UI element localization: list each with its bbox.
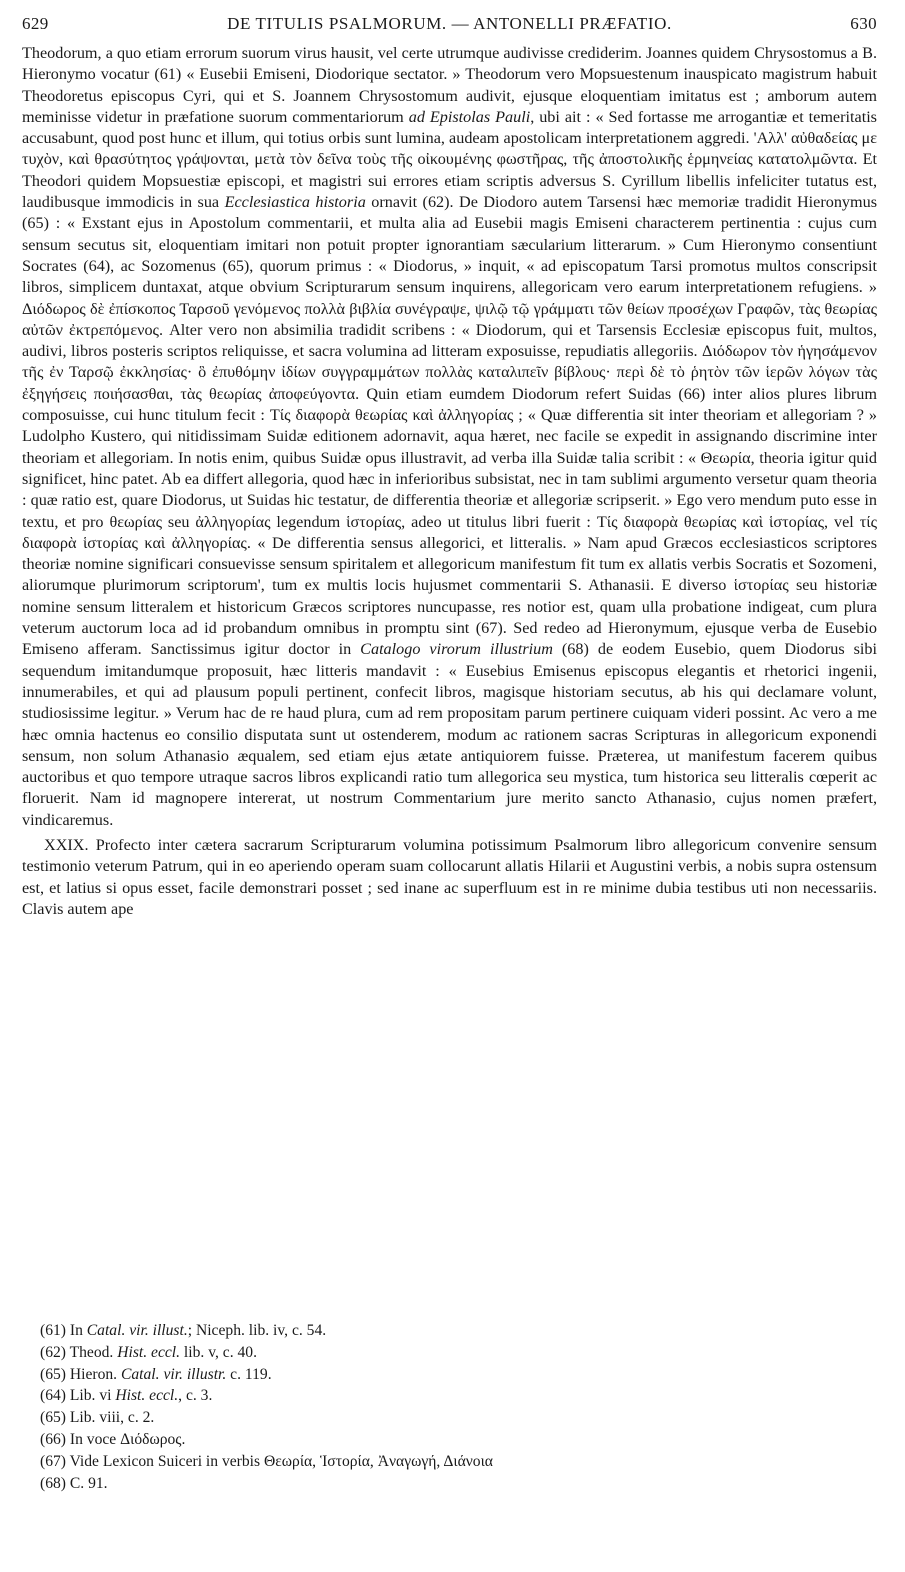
page-number-right: 630 — [850, 14, 877, 33]
footnote — [40, 1451, 493, 1473]
paragraph-1 — [22, 43, 877, 831]
italic-title: Ecclesiastica historia — [224, 193, 366, 212]
footnote-text: (65) Hieron. — [40, 1365, 121, 1383]
text-run: Theodorum, a quo etiam errorum suorum virus hausit, vel certe utrumque audivisse crediderim. Joannes quidem Chrysostomus a B. Hieronymo vocatur (61) « Eusebii Emiseni, Diodorique sectator. » Theodorum vero Mopsuestenum inauspicato magistrum habuit Theodoretus episcopus Cyri, qui et S. Joannem Chrysostomum audivit, ejusque eloquentiam imitatus est ; amborum autem meminisse videtur in præfatione suorum commentariorum — [22, 44, 877, 126]
footnote — [40, 1320, 493, 1342]
footnote-italic: Hist. eccl. — [115, 1387, 179, 1405]
footnote — [40, 1385, 493, 1407]
footnote-text: , c. 3. — [178, 1387, 213, 1405]
footnote-italic: Hist. eccl. — [117, 1343, 181, 1361]
footnote — [40, 1342, 493, 1364]
footnote-text: (61) In — [40, 1322, 87, 1339]
running-head — [22, 14, 877, 40]
text-run: , ubi ait : « Sed fortasse me arrogantiæ et temeritatis accusabunt, quod post hunc et illum, qui totius orbis sunt lumina, audeam apostolicam interpretationem aggredi. 'Αλλ' αὐθαδείας με τυχὸν, καὶ θρασύτητος γράψονται, μετὰ τὸν δεῖνα τοὺς τῆς οἰκουμένης φωστῆρας, τῆς ἀποστολικῆς ἑρμηνείας κατατολμῶντα. Et Theodori quidem Mopsuestiæ episcopi, et magistri sui errores etiam scriptis adversus S. Cyrillum libellis infeliciter tutatus est, laudibusque immodicis in sua — [22, 107, 877, 212]
footnote — [40, 1473, 493, 1495]
running-title: DE TITULIS PSALMORUM. — ANTONELLI PRÆFATIO. — [227, 14, 672, 33]
footnote-text: (66) In voce Διόδωρος. — [40, 1430, 186, 1448]
italic-title: ad Epistolas Pauli — [408, 107, 531, 126]
footnotes — [40, 1320, 493, 1494]
page-number-left: 629 — [22, 14, 49, 33]
footnote — [40, 1429, 493, 1451]
footnote — [40, 1364, 493, 1386]
paragraph-2: XXIX. Profecto inter cætera sacrarum Scripturarum volumina potissimum Psalmorum libro allegoricum convenire sensum testimonio veterum Patrum, qui in eo aperiendo operam suam collocarunt allatis Hilarii et Augustini verbis, a nobis supra ostensum est, et latius si opus esset, facile demonstrari posset ; sed inane ac superfluum est in re minime dubia testibus uti non necessariis. Clavis autem ape — [22, 835, 877, 918]
footnote-text: (64) Lib. vi — [40, 1387, 116, 1405]
footnote-text: (62) Theod. — [40, 1343, 118, 1361]
footnote — [40, 1407, 493, 1429]
text-run: ornavit (62). De Diodoro autem Tarsensi hæc memoriæ tradidit Hieronymus (65) : « Exstant ejus in Apostolum commentarii, et multa alia ad Eusebii magis Emiseni characterem pertinentia : cujus cum sensum secutus sit, eloquentiam imitari non potuit propter ignorantiam sæcularium litterarum. » Cum Hieronymo consentiunt Socrates (64), ac Sozomenus (65), quorum primus : « Diodorus, » inquit, « ad episcopatum Tarsi promotus multos conscripsit libros, simplicem duntaxat, atque obvium Scripturarum sensum inquirens, allegoricam vero earum interpretationem refugiens. » Διόδωρος δὲ ἐπίσκοπος Ταρσοῦ γενόμενος πολλὰ βιβλία συνέγραψε, ψιλῷ τῷ γράμματι τῶν θείων προσέχων Γραφῶν, τὰς θεωρίας αὐτῶν ἐκτρεπόμενος. Alter vero non absimilia tradidit scribens : « Diodorum, qui et Tarsensis Ecclesiæ episcopus fuit, multos, audivi, libros posteris scriptos reliquisse, et sacra volumina ad litteram exposuisse, repudiatis allegoriis. Διόδωρον τὸν ἡγησάμενον τῆς ἐν Ταρσῷ ἐκκλησίας· ὃ ἐπυθόμην ἰδίων συγγραμμάτων πολλὰς καταλιπεῖν βίβλους· περὶ δὲ τὸ ῥητὸν τῶν ἱερῶν λόγων τὰς ἐξηγήσεις ποιήσασθαι, τὰς θεωρίας ἀποφεύγοντα. Quin etiam eumdem Diodorum refert Suidas (66) inter alios plures librum composuisse, cui hunc titulum fecit : Τίς διαφορὰ θεωρίας καὶ ἀλληγορίας ; « Quæ differentia sit inter theoriam et allegoriam ? » Ludolpho Kustero, qui nitidissimam Suidæ editionem adornavit, aqua hæret, nec facile se expedit in assignando discrimine inter theoriam et allegoriam. In notis enim, quibus Suidæ opus illustravit, ad verba illa Suidæ talia scribit : « Θεωρία, theoria igitur quid significet, hinc patet. Ab ea differt allegoria, quod hæc in inferioribus subsistat, nec in tam sublimi argumento versetur quam theoria : quæ ratio est, quare Diodorus, ut Suidas hic testatur, de differentia theoriæ et allegoriæ scripserit. » Ego vero mendum puto esse in textu, et pro θεωρίας seu ἀλληγορίας legendum ἱστορίας, adeo ut titulus libri fuerit : Τίς διαφορὰ θεωρίας καὶ ἱστορίας, vel τίς διαφορὰ ἱστορίας καὶ ἀλληγορίας. « De differentia sensus allegorici, et litteralis. » Nam apud Græcos ecclesiasticos scriptores theoriæ nomine significari consuevisse sensum spiritalem et allegoricum manifestum fit tum ex allatis verbis Socratis et Sozomeni, aliorumque plurimorum scriptorum', tum ex multis locis hujusmet commentarii S. Athanasii. E diverso ἱστορίας seu historiæ nomine sensum litteralem et historicum Græcos scriptores nuncupasse, res notior est, quam ulla probatione indigeat, cum plura veterum auctorum loca ad id probandum omnibus in promptu sint (67). Sed redeo ad Hieronymum, ejusque verba de Eusebio Emiseno afferam. Sanctissimus igitur doctor in — [22, 193, 877, 659]
footnote-italic: Catal. vir. illust. — [86, 1322, 188, 1339]
footnote-text: ; Niceph. lib. iv, c. 54. — [187, 1322, 327, 1339]
footnote-text: (67) Vide Lexicon Suiceri in verbis Θεωρία, Ἱστορία, Ἀναγωγή, Διάνοια — [40, 1452, 493, 1470]
footnote-text: c. 119. — [226, 1365, 272, 1383]
footnote-italic: Catal. vir. illustr. — [120, 1365, 227, 1383]
footnote-text: (68) C. 91. — [40, 1474, 108, 1492]
footnote-text: lib. v, c. 40. — [180, 1343, 257, 1361]
footnote-text: (65) Lib. viii, c. 2. — [40, 1409, 155, 1427]
text-run: (68) de eodem Eusebio, quem Diodorus sibi sequendum imitandumque proposuit, hæc litteris mandavit : « Eusebius Emisenus episcopus elegantis et rhetorici ingenii, innumerabiles, et qui ad plausum populi pertinent, confecit libros, magisque historiam secutus, ab his qui declamare volunt, studiosissime legitur. » Verum hac de re haud plura, cum ad rem propositam parum pertinere cuiquam videri possint. Ac vero a me hæc omnia hactenus eo consilio disputata sunt ut ostenderem, modum ac rationem sacras Scripturas in allegoricum exponendi sensum, non solum Athanasio æqualem, sed etiam ejus ætate antiquiorem fuisse. Præterea, ut manifestum facerem quibus auctoribus et quo tempore utraque sacros libros explicandi ratio tum allegorica seu mystica, tum historica seu litteralis cœperit ac floruerit. Nam id magnopere intererat, ut nostrum Commentarium jure merito sancto Athanasio, cujus nomen præfert, vindicaremus. — [22, 640, 877, 829]
body-text — [22, 43, 877, 920]
italic-title: Catalogo virorum illustrium — [360, 640, 553, 659]
